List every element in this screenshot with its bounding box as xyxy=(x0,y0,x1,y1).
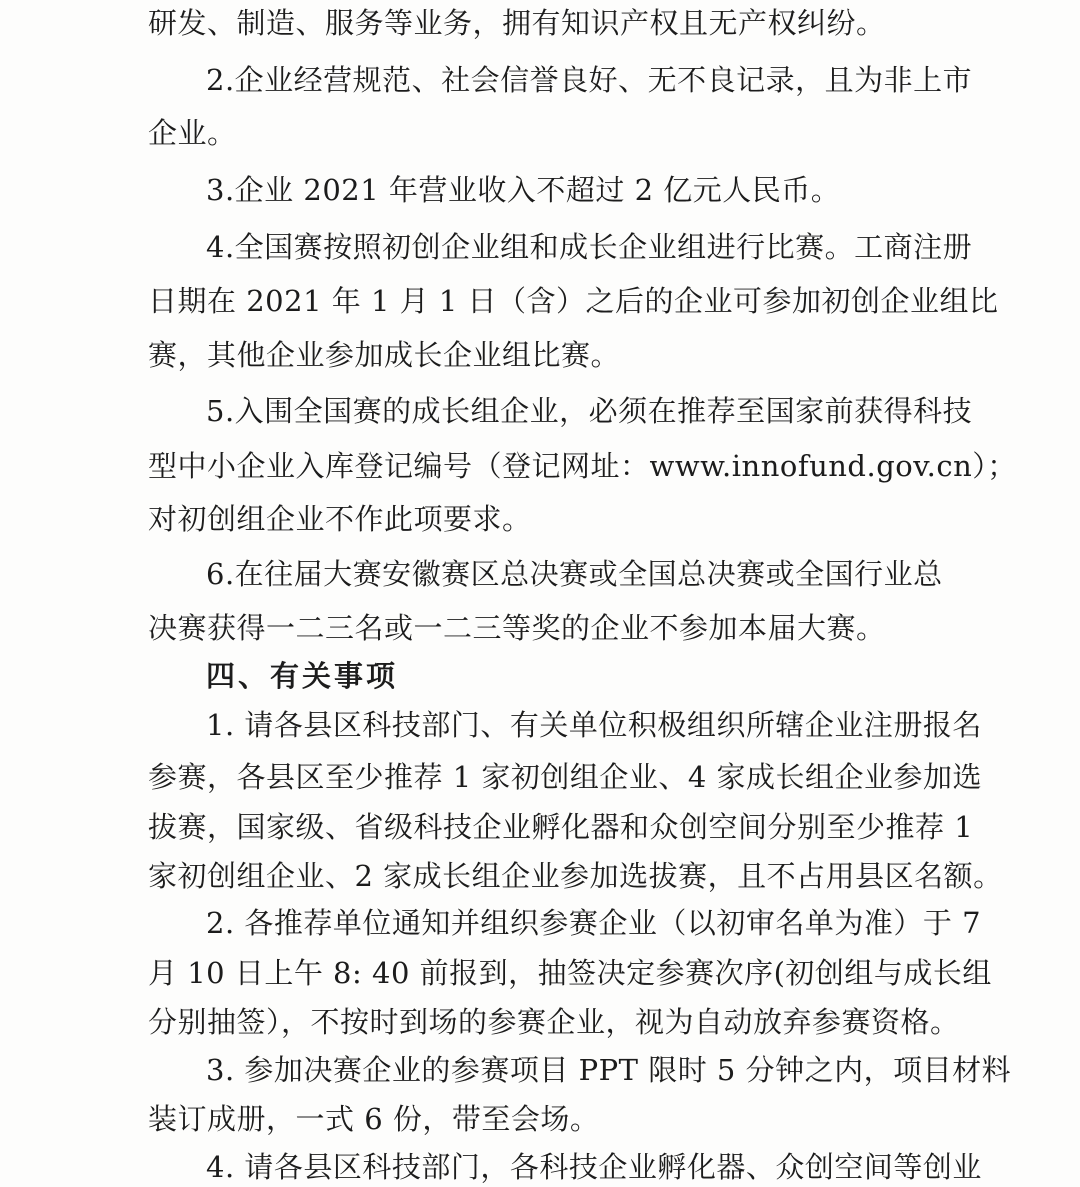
text-line: 型中小企业入库登记编号（登记网址：www.innofund.gov.cn）； xyxy=(148,449,1017,483)
text-line: 拔赛，国家级、省级科技企业孵化器和众创空间分别至少推荐 1 xyxy=(148,810,974,844)
text-line: 3. 参加决赛企业的参赛项目 PPT 限时 5 分钟之内，项目材料 xyxy=(206,1053,1012,1087)
text-line: 4. 请各县区科技部门，各科技企业孵化器、众创空间等创业 xyxy=(206,1150,982,1184)
text-line: 5.入围全国赛的成长组企业，必须在推荐至国家前获得科技 xyxy=(206,394,973,428)
text-line: 日期在 2021 年 1 月 1 日（含）之后的企业可参加初创企业组比 xyxy=(148,284,999,318)
text-line: 赛，其他企业参加成长企业组比赛。 xyxy=(148,338,621,372)
text-line: 2. 各推荐单位通知并组织参赛企业（以初审名单为准）于 7 xyxy=(206,906,982,940)
text-line: 对初创组企业不作此项要求。 xyxy=(148,502,532,536)
text-line: 分别抽签），不按时到场的参赛企业，视为自动放弃参赛资格。 xyxy=(148,1005,960,1039)
text-line: 研发、制造、服务等业务，拥有知识产权且无产权纠纷。 xyxy=(148,6,886,40)
text-line: 装订成册，一式 6 份，带至会场。 xyxy=(148,1102,600,1136)
text-line: 参赛，各县区至少推荐 1 家初创组企业、4 家成长组企业参加选 xyxy=(148,760,983,794)
text-line: 6.在往届大赛安徽赛区总决赛或全国总决赛或全国行业总 xyxy=(206,557,943,591)
text-line: 2.企业经营规范、社会信誉良好、无不良记录，且为非上市 xyxy=(206,63,973,97)
text-line: 企业。 xyxy=(148,116,237,150)
text-line: 1. 请各县区科技部门、有关单位积极组织所辖企业注册报名 xyxy=(206,708,982,742)
text-line: 3.企业 2021 年营业收入不超过 2 亿元人民币。 xyxy=(206,173,841,207)
section-heading: 四、有关事项 xyxy=(206,659,399,693)
text-line: 决赛获得一二三名或一二三等奖的企业不参加本届大赛。 xyxy=(148,611,886,645)
text-line: 4.全国赛按照初创企业组和成长企业组进行比赛。工商注册 xyxy=(206,230,973,264)
text-line: 月 10 日上午 8: 40 前报到，抽签决定参赛次序(初创组与成长组 xyxy=(148,956,992,990)
text-line: 家初创组企业、2 家成长组企业参加选拔赛，且不占用县区名额。 xyxy=(148,859,1003,893)
